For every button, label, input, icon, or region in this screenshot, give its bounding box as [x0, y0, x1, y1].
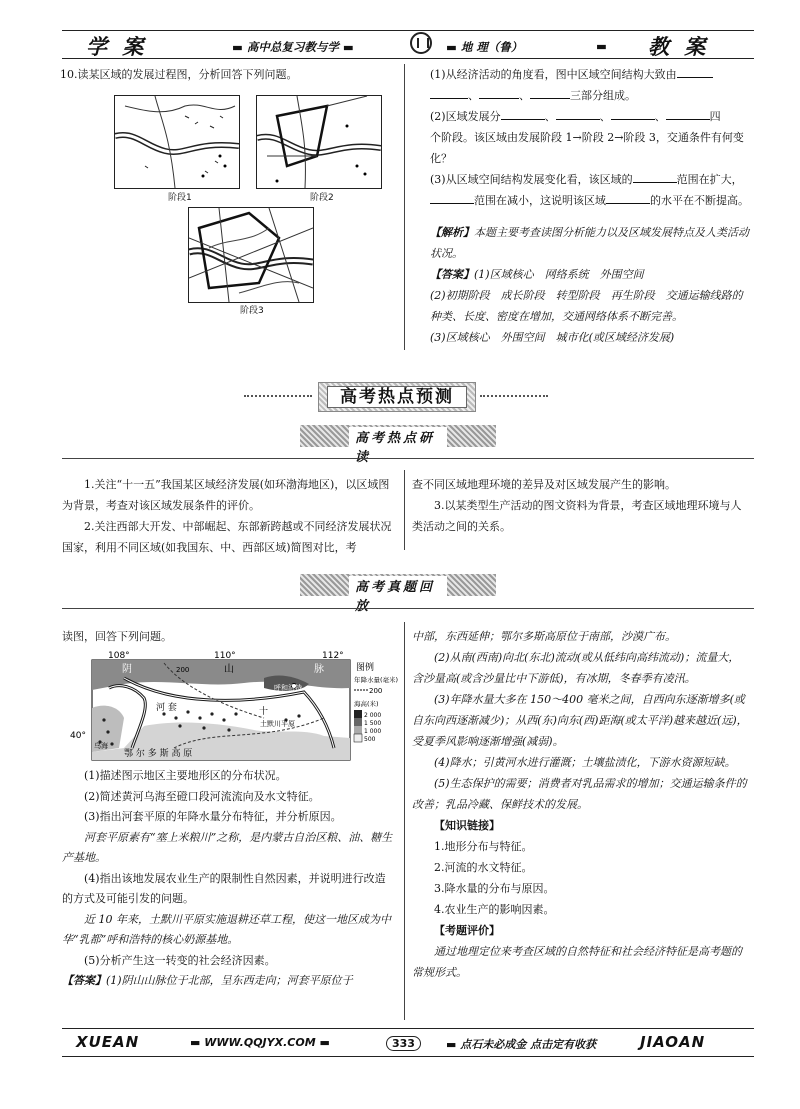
banner-title: 高考热点预测 — [327, 386, 467, 408]
r-answer3: (3)年降水量大多在 150～400 毫米之间，自西向东逐渐增多(或自东向西逐渐减少)；从西(东)向东(西)距海(或太平洋)越来越近(远)，受夏季风影响逐渐增强(减弱)。 — [412, 693, 748, 748]
section1-p4: 3.以某类型生产活动的图文资料为背景，考查区域地理环境与人类活动之间的关系。 — [412, 499, 742, 533]
place-tumd: 土默川平原 — [260, 720, 295, 728]
analysis-tag: 【解析】 — [430, 226, 474, 239]
eval-text: 通过地理定位来考查区域的自然特征和社会经济特征是高考题的常规形式。 — [412, 945, 742, 979]
section1-p2: 2.关注西部大开发、中部崛起、东部新跨越或不同经济发展状况国家，利用不同区域(如我国东、中、西部区域)简图对比，考 — [62, 520, 392, 554]
q10-sub1-text: (1)从经济活动的角度看，图中区域空间结构大致由 — [430, 68, 677, 81]
stage1-map — [114, 95, 240, 189]
legend-iso: 200 — [369, 687, 383, 695]
blank[interactable] — [430, 86, 468, 99]
blank[interactable] — [606, 191, 650, 204]
answer2: (2)初期阶段 成长阶段 转型阶段 再生阶段 交通运输线路的种类、长度、密度在增加，交通网络体系不断完善。 — [430, 289, 743, 323]
footer-slogan: 点石未必成金 点击定有收获 — [460, 1038, 597, 1051]
section2-right-text — [412, 626, 750, 983]
blank[interactable] — [677, 65, 713, 78]
q2: (2)简述黄河乌海至磴口段河流流向及水文特征。 — [84, 789, 320, 803]
q10-sub1-end: 三部分组成。 — [570, 89, 636, 102]
q1: (1)描述图示地区主要地形区的分布状况。 — [84, 769, 287, 782]
header-dash: ▬ — [596, 39, 607, 53]
header-subtitle: 高中总复习教与学 — [246, 40, 339, 54]
eval-label: 【考题评价】 — [434, 924, 500, 937]
stage2-caption: 阶段2 — [310, 193, 334, 203]
blank[interactable] — [666, 107, 710, 120]
footer-slogan-wrap: ▬ 点石未必成金 点击定有收获 — [446, 1038, 597, 1051]
q10-sub3-text3: 范围在减小，这说明该区域 — [474, 194, 606, 207]
place-yin: 阴 — [122, 664, 132, 675]
section1-title: 高考热点研读 — [349, 427, 447, 465]
q10-sub3-text2: 范围在扩大， — [676, 173, 743, 186]
stage2-map — [256, 95, 382, 189]
q10-stem: 10.读某区域的发展过程图，分析回答下列问题。 — [60, 68, 298, 81]
k2: 2.河流的水文特征。 — [434, 861, 533, 874]
blank[interactable] — [611, 107, 655, 120]
alt-2000: 2 000 — [364, 712, 382, 719]
q5: (5)分析产生这一转变的社会经济因素。 — [84, 953, 276, 967]
footer-url-wrap: ▬ WWW.QQJYX.COM ▬ — [190, 1036, 330, 1049]
k4: 4.农业生产的影响因素。 — [434, 903, 555, 916]
place-hetao: 河 套 — [156, 703, 177, 713]
section1-title-bar — [300, 425, 496, 465]
place-ordos: 鄂 尔 多 斯 高 原 — [124, 749, 193, 759]
hetao-map-drawing — [64, 648, 400, 766]
answer1: (1)区域核心 网络系统 外围空间 — [474, 268, 644, 281]
iso200: 200 — [176, 666, 190, 674]
legend-rain: 年降水量(毫米) — [354, 676, 399, 684]
q3: (3)指出河套平原的年降水量分布特征，并分析原因。 — [84, 810, 342, 823]
header-right-brand: 教 案 — [648, 35, 710, 59]
footer-rule-bottom — [62, 1056, 754, 1057]
footer-right-brand: JIAOAN — [640, 1033, 706, 1051]
place-shan: 山 — [224, 664, 234, 675]
q3-note: 河套平原素有“塞上米粮川”之称，是内蒙古自治区粮、油、糖生产基地。 — [62, 830, 393, 864]
answer-start — [62, 971, 396, 992]
q4-note: 近 10 年来，土默川平原实施退耕还草工程，使这一地区成为中华“乳都”呼和浩特的核心奶源基地。 — [62, 912, 391, 946]
lon-112: 112° — [322, 651, 344, 661]
q10-analysis — [430, 222, 750, 264]
alt-500: 500 — [364, 736, 376, 743]
r-answer5: (5)生态保护的需要；消费者对乳品需求的增加；交通运输条件的改善；乳品冷藏、保鲜技术的发展。 — [412, 777, 747, 811]
stage3-caption: 阶段3 — [240, 306, 264, 316]
stage3-map — [188, 207, 314, 303]
section1-p1: 1.关注“十一五”我国某区域经济发展(如环渤海地区)，以区域图为背景，考查对该区域发展条件的评价。 — [62, 478, 390, 512]
section2-rule — [62, 608, 754, 609]
answer1: (1)阴山山脉位于北部，呈东西走向；河套平原位于 — [106, 974, 353, 987]
hetao-map — [64, 648, 400, 766]
knowledge-label: 【知识链接】 — [434, 819, 500, 832]
r-answer4: (4)降水；引黄河水进行灌溉；土壤盐渍化，下游水资源短缺。 — [434, 756, 736, 769]
place-shi: 十 — [259, 707, 269, 717]
q4: (4)指出该地发展农业生产的限制性自然因素，并说明进行改造的方式及可能引发的问题。 — [62, 871, 386, 905]
lon-108: 108° — [108, 651, 130, 661]
footer-rule-top — [62, 1028, 754, 1029]
header-middle-left: ▬ 高中总复习教与学 ▬ — [232, 40, 354, 54]
section2-intro: 读图，回答下列问题。 — [62, 630, 172, 643]
header-left-brand: 学 案 — [86, 35, 148, 59]
stage1-drawing — [115, 96, 239, 188]
k1: 1.地形分布与特征。 — [434, 840, 533, 853]
legend-alt: 海高(米) — [354, 700, 379, 708]
r-answer1-cont: 中部，东西延伸；鄂尔多斯高原位于南部，沙漠广布。 — [412, 630, 676, 643]
alt-1500: 1 500 — [364, 720, 382, 727]
banner-dots-left — [244, 395, 312, 397]
answer-tag: 【答案】 — [430, 268, 474, 281]
header-middle-right: ▬ 地 理（鲁） — [446, 40, 523, 54]
footer-left-brand: XUEAN — [76, 1033, 140, 1051]
lon-110: 110° — [214, 651, 236, 661]
legend-title: 图例 — [356, 663, 375, 673]
eval-tag — [412, 920, 750, 941]
blank[interactable] — [556, 107, 600, 120]
stage3-drawing — [189, 208, 313, 302]
blank[interactable] — [501, 107, 545, 120]
knowledge-tag — [412, 815, 750, 836]
q10-sub1: (1)从经济活动的角度看，图中区域空间结构大致由 、 、 三部分组成。 — [430, 64, 750, 106]
footer-url[interactable]: WWW.QQJYX.COM — [204, 1036, 316, 1049]
q10-sub2-four: 四 — [709, 110, 721, 123]
lat-40: 40° — [70, 731, 86, 741]
r-answer2: (2)从南(西南)向北(东北)流动(或从低纬向高纬流动)；流量大，含沙量高(或含沙量比中下游低)，有冰期，冬春季有凌汛。 — [412, 651, 740, 685]
answer3: (3)区域核心 外围空间 城市化(或区域经济发展) — [430, 331, 675, 344]
column-divider-s1 — [404, 470, 405, 550]
column-divider-s2 — [404, 622, 405, 1020]
page-number: 333 — [386, 1036, 421, 1051]
k3: 3.降水量的分布与原因。 — [434, 882, 555, 895]
q10-sub3 — [430, 169, 750, 211]
section2-title: 高考真题回放 — [349, 576, 447, 614]
header-subject: 地 理（鲁） — [460, 40, 523, 54]
place-mai: 脉 — [314, 664, 324, 675]
answer-tag: 【答案】 — [62, 974, 106, 987]
section1-p3: 查不同区域地理环境的差异及对区域发展产生的影响。 — [412, 478, 676, 491]
alt-1000: 1 000 — [364, 728, 382, 735]
q10-sub2: (2)区域发展分 、 、 、 四 个阶段。该区域由发展阶段 1→阶段 2→阶段 3，交通条件有何变化？ — [430, 106, 750, 169]
stage2-drawing — [257, 96, 381, 188]
place-hohhot: 呼和浩特 — [274, 684, 302, 692]
banner-dots-right — [480, 395, 548, 397]
section2-title-bar — [300, 574, 496, 614]
column-divider-top — [404, 64, 405, 350]
q10-answer — [430, 264, 750, 348]
q10-sub2-text: (2)区域发展分 — [430, 110, 501, 123]
blank[interactable] — [633, 170, 677, 183]
q10-sub2-question: 个阶段。该区域由发展阶段 1→阶段 2→阶段 3，交通条件有何变化？ — [430, 131, 744, 165]
blank[interactable] — [430, 191, 474, 204]
place-wuhai: 乌海 — [94, 742, 108, 750]
q10-sub3-text4: 的水平在不断提高。 — [650, 194, 749, 207]
section2-left-text — [62, 766, 396, 992]
blank[interactable] — [530, 86, 570, 99]
section1-rule — [62, 458, 754, 459]
emblem-icon — [410, 32, 432, 54]
blank[interactable] — [479, 86, 519, 99]
analysis-text: 本题主要考查读图分析能力以及区域发展特点及人类活动状况。 — [430, 226, 749, 260]
stage1-caption: 阶段1 — [168, 193, 192, 203]
banner — [318, 382, 476, 412]
q10-sub3-text: (3)从区域空间结构发展变化看，该区域的 — [430, 173, 633, 186]
